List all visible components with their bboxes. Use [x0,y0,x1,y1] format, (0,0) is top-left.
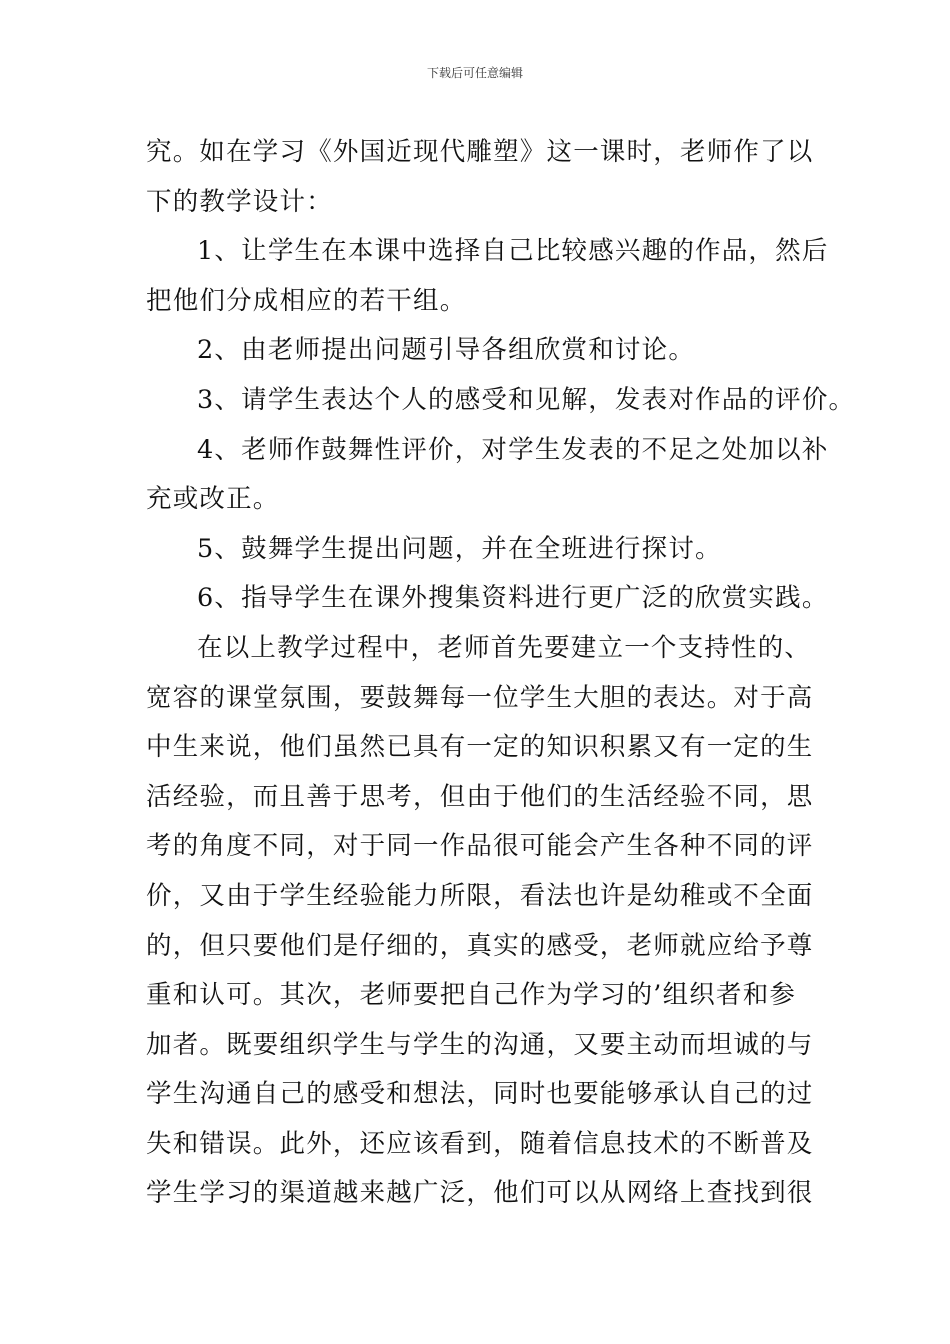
text-line: 5、鼓舞学生提出问题，并在全班进行探讨。 [197,533,722,564]
text-line: 中生来说，他们虽然已具有一定的知识积累又有一定的生 [146,732,814,763]
text-line: 究。如在学习《外国近现代雕塑》这一课时，老师作了以 [146,137,814,167]
page-header: 下载后可任意编辑 [426,66,523,80]
body-text [146,128,856,1219]
text-line: 4、老师作鼓舞性评价，对学生发表的不足之处加以补 [197,434,829,465]
text-line: 价，又由于学生经验能力所限，看法也许是幼稚或不全面 [146,880,814,911]
text-line: 加者。既要组织学生与学生的沟通，又要主动而坦诚的与 [146,1029,814,1060]
text-line: 下的教学设计： [146,186,333,217]
text-line: 重和认可。其次，老师要把自己作为学习的’组织者和参 [146,980,797,1011]
text-line: 失和错误。此外，还应该看到，随着信息技术的不断普及 [146,1128,814,1159]
text-line: 的，但只要他们是仔细的，真实的感受，老师就应给予尊 [146,930,814,961]
text-line: 1、让学生在本课中选择自己比较感兴趣的作品，然后 [197,236,829,267]
text-line: 活经验，而且善于思考，但由于他们的生活经验不同，思 [146,781,814,812]
text-line: 在以上教学过程中，老师首先要建立一个支持性的、 [197,632,812,663]
text-line: 充或改正。 [146,484,280,515]
text-line: 3、请学生表达个人的感受和见解，发表对作品的评价。 [197,384,856,415]
text-line: 学生学习的渠道越来越广泛，他们可以从网络上查找到很 [146,1178,814,1209]
text-line: 宽容的课堂氛围，要鼓舞每一位学生大胆的表达。对于高 [146,682,814,713]
text-line: 学生沟通自己的感受和想法，同时也要能够承认自己的过 [146,1079,814,1110]
text-line: 考的角度不同，对于同一作品很可能会产生各种不同的评 [146,831,814,862]
text-line: 把他们分成相应的若干组。 [146,285,467,316]
text-line: 2、由老师提出问题引导各组欣赏和讨论。 [197,335,696,366]
text-line: 6、指导学生在课外搜集资料进行更广泛的欣赏实践。 [197,583,829,614]
